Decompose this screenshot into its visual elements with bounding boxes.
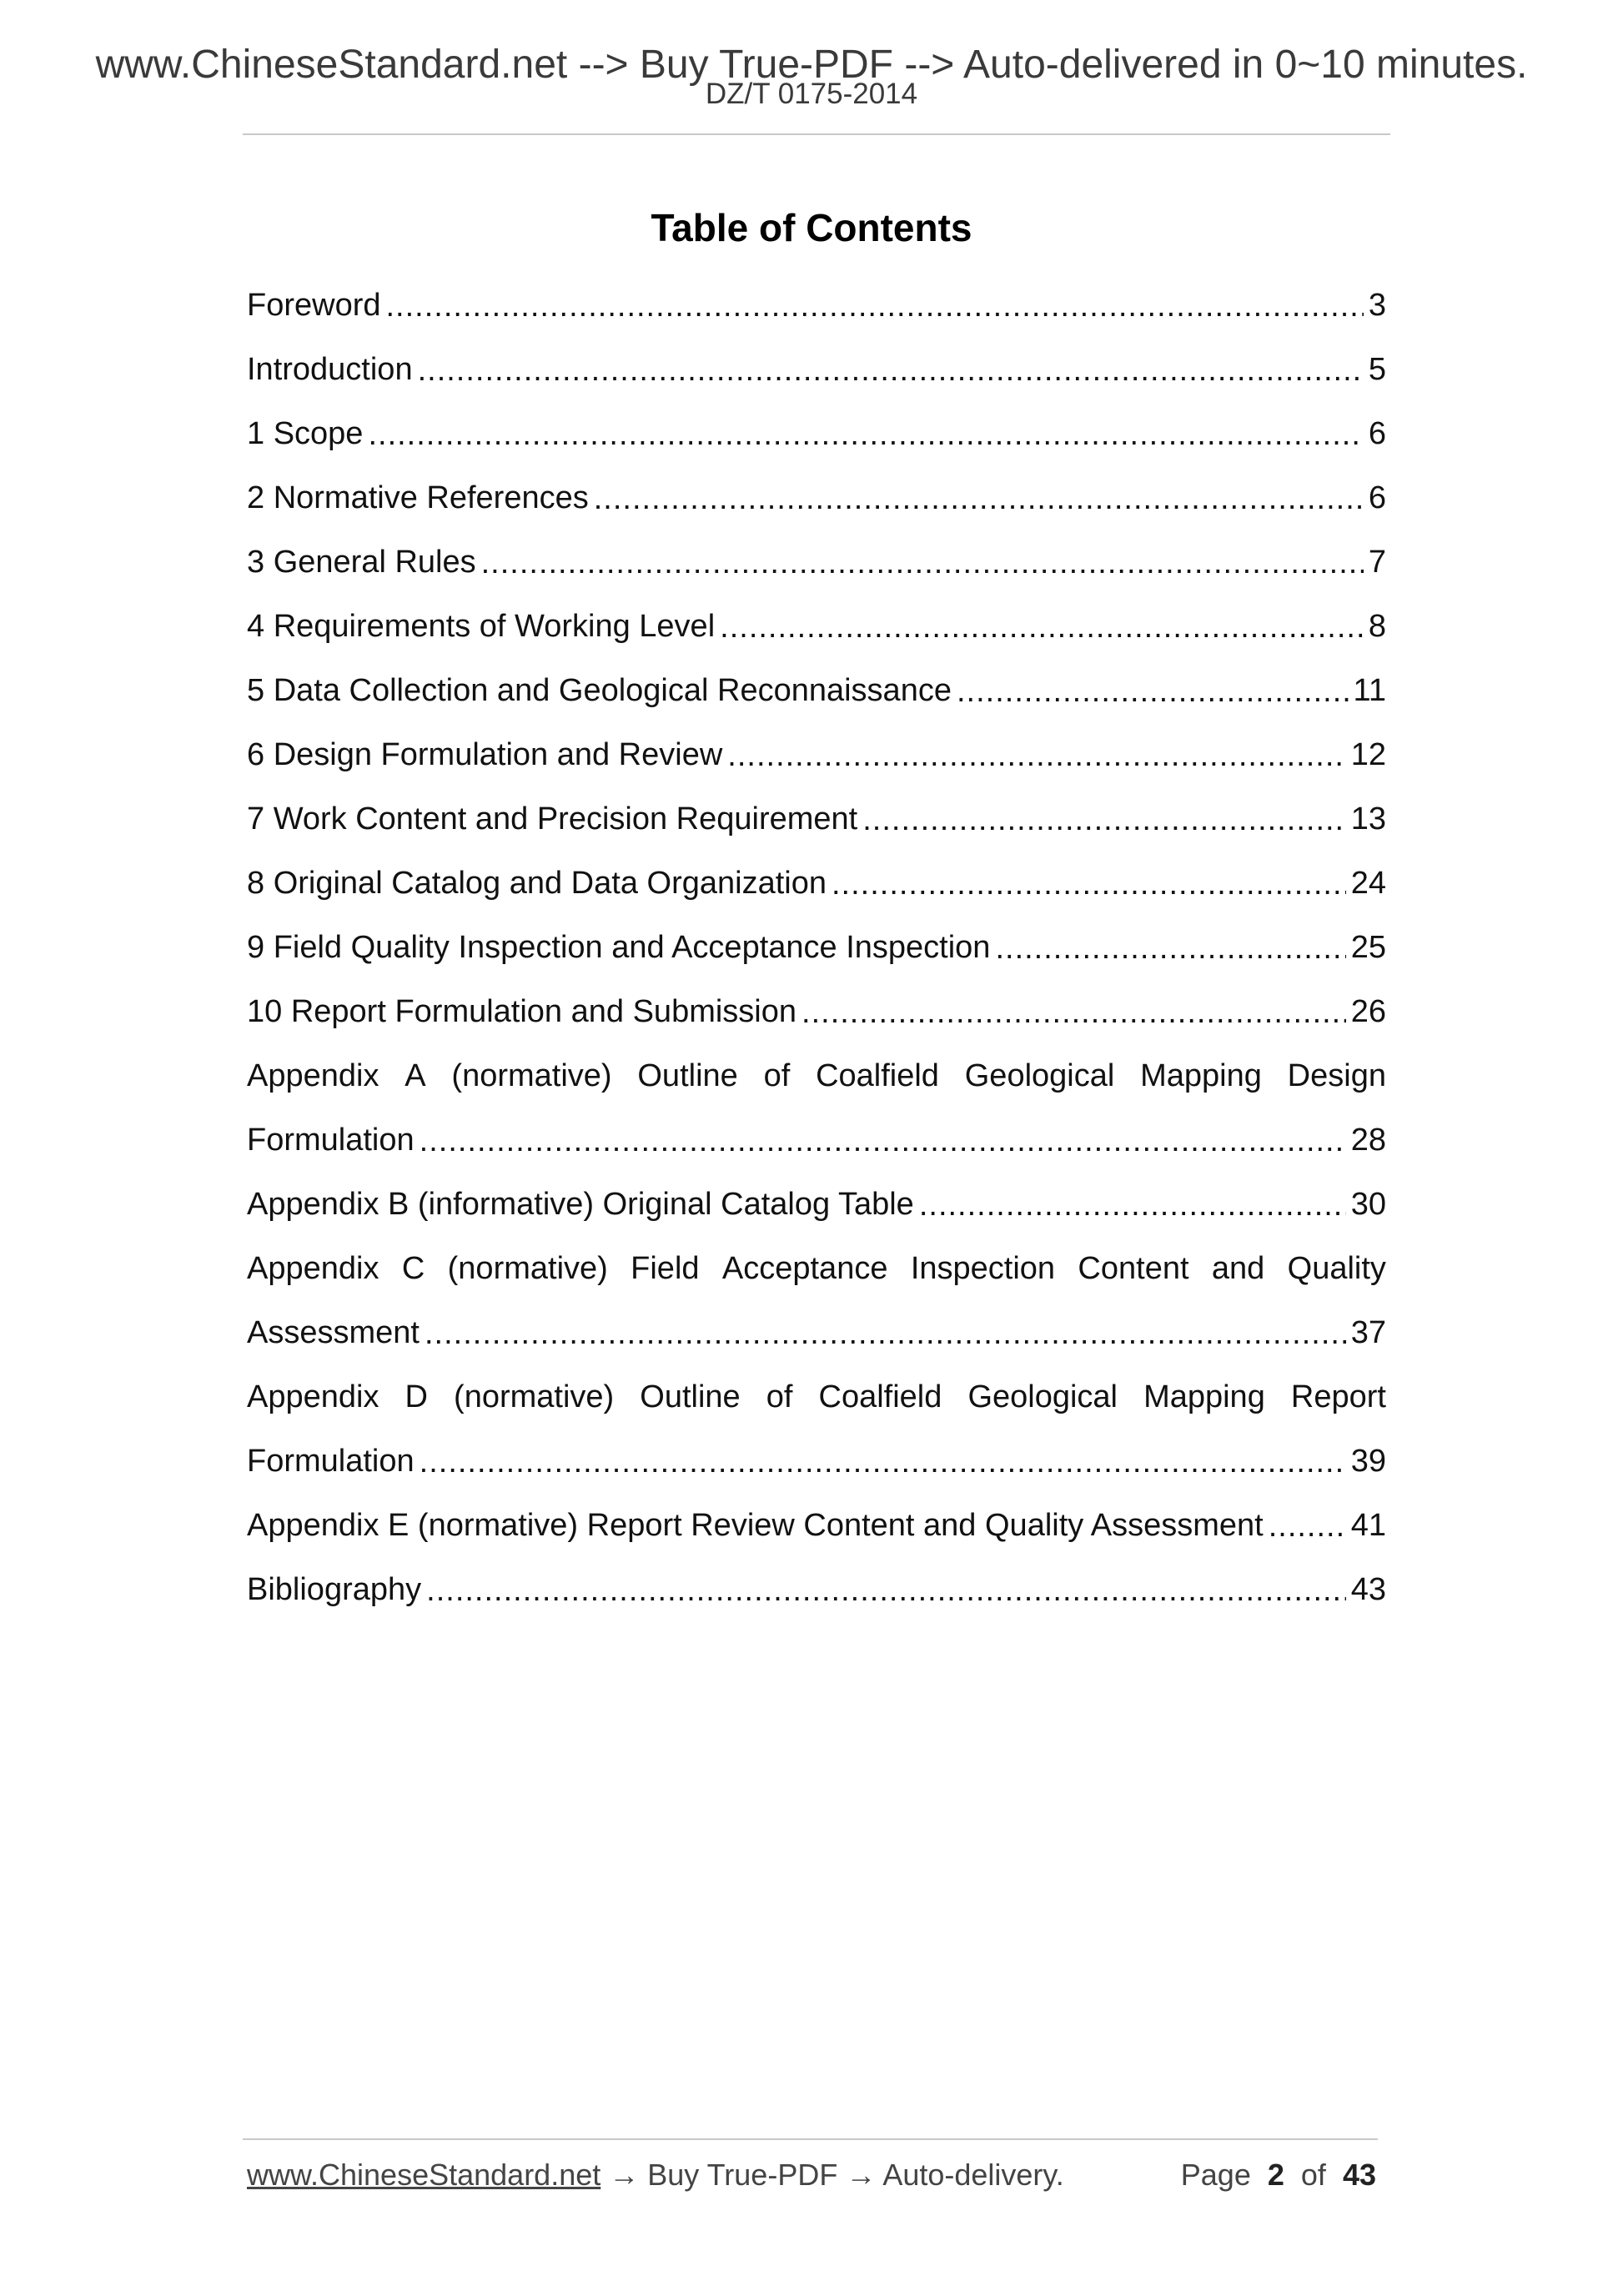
toc-entry-label: Assessment	[247, 1315, 420, 1350]
toc-entry-word: Quality	[1287, 1251, 1386, 1286]
toc-entry-label: Appendix E (normative) Report Review Content and Quality Assessment	[247, 1508, 1264, 1543]
toc-entry-label: 5 Data Collection and Geological Reconnaissance	[247, 673, 952, 708]
toc-entry-word: Mapping	[1143, 1379, 1265, 1414]
footer-tagline: → Buy True-PDF → Auto-delivery.	[600, 2158, 1064, 2192]
toc-entry-word: Inspection	[910, 1251, 1056, 1286]
toc-entry-label: 1 Scope	[247, 416, 364, 451]
toc-dot-leader	[420, 1444, 1346, 1480]
toc-entry-page: 13	[1350, 801, 1386, 837]
toc-dot-leader	[594, 480, 1364, 517]
toc-dot-leader	[420, 1123, 1346, 1159]
toc-entry-word: (normative)	[454, 1379, 615, 1414]
toc-entry-page: 6	[1368, 416, 1386, 451]
toc-entry-word: (normative)	[451, 1058, 612, 1093]
toc-entry-page: 30	[1350, 1187, 1386, 1222]
toc-entry-word: Outline	[637, 1058, 738, 1093]
toc-entry[interactable]	[247, 274, 1386, 338]
toc-entry-label: 9 Field Quality Inspection and Acceptance Inspection	[247, 930, 991, 965]
toc-entry-label: Introduction	[247, 352, 413, 387]
toc-entry-word: Acceptance	[721, 1251, 888, 1286]
toc-dot-leader	[425, 1315, 1346, 1352]
toc-entry-line1[interactable]	[247, 1365, 1386, 1429]
toc-entry-page: 7	[1368, 545, 1386, 580]
toc-title: Table of Contents	[651, 206, 972, 249]
toc-entry-label: 2 Normative References	[247, 480, 589, 515]
toc-entry-word: Mapping	[1140, 1058, 1262, 1093]
toc-dot-leader	[386, 288, 1364, 324]
toc-entry[interactable]	[247, 402, 1386, 466]
toc-entry-page: 37	[1350, 1315, 1386, 1350]
page-footer	[0, 2156, 1623, 2194]
toc-entry-page: 12	[1350, 737, 1386, 772]
toc-entry-label: Bibliography	[247, 1572, 422, 1607]
toc-entry[interactable]	[247, 852, 1386, 916]
toc-entry-word: A	[404, 1058, 426, 1093]
toc-entry[interactable]	[247, 1494, 1386, 1558]
toc-dot-leader	[995, 930, 1345, 967]
toc-entry-word: Geological	[967, 1379, 1118, 1414]
promo-banner: www.ChineseStandard.net --> Buy True-PDF --> Auto-delivered in 0~10 minutes.	[95, 43, 1528, 87]
toc-entry-word: Design	[1287, 1058, 1386, 1093]
toc-entry[interactable]	[247, 723, 1386, 787]
toc-dot-leader	[957, 673, 1349, 710]
toc-entry-label: 8 Original Catalog and Data Organization	[247, 866, 827, 901]
toc-entry-word: Appendix	[247, 1058, 379, 1093]
toc-entry-page: 39	[1350, 1444, 1386, 1479]
toc-dot-leader	[727, 737, 1345, 774]
footer-left	[247, 2156, 1064, 2194]
toc-entry[interactable]	[247, 530, 1386, 595]
footer-page-indicator	[1181, 2156, 1376, 2194]
toc-entry-label: 6 Design Formulation and Review	[247, 737, 723, 772]
toc-dot-leader	[481, 545, 1364, 581]
toc-entry[interactable]	[247, 595, 1386, 659]
toc-entry-word: Coalfield	[816, 1058, 939, 1093]
toc-entry[interactable]	[247, 1108, 1386, 1173]
toc-entry-label: Appendix B (informative) Original Catalog Table	[247, 1187, 914, 1222]
toc-entry-label: 10 Report Formulation and Submission	[247, 994, 797, 1029]
toc-entry-label: Foreword	[247, 288, 381, 323]
toc-dot-leader	[720, 609, 1364, 646]
toc-entry-word: Field	[631, 1251, 700, 1286]
toc-entry-label: 4 Requirements of Working Level	[247, 609, 716, 644]
toc-entry-word: Geological	[964, 1058, 1115, 1093]
toc-entry-word: Appendix	[247, 1379, 379, 1414]
table-of-contents	[247, 274, 1386, 1622]
toc-entry[interactable]	[247, 1301, 1386, 1365]
toc-dot-leader	[426, 1572, 1346, 1609]
toc-entry-word: Outline	[640, 1379, 741, 1414]
current-page-number: 2	[1267, 2158, 1284, 2192]
toc-entry-word: Appendix	[247, 1251, 379, 1286]
toc-entry-word: Coalfield	[818, 1379, 942, 1414]
toc-entry-word: C	[401, 1251, 425, 1286]
toc-entry[interactable]	[247, 338, 1386, 402]
toc-entry[interactable]	[247, 659, 1386, 723]
page-word: Page	[1180, 2158, 1251, 2192]
footer-divider	[243, 2138, 1378, 2140]
toc-dot-leader	[862, 801, 1345, 838]
toc-dot-leader	[919, 1187, 1346, 1223]
toc-entry-page: 25	[1350, 930, 1386, 965]
toc-entry-page: 41	[1350, 1508, 1386, 1543]
of-word: of	[1300, 2158, 1326, 2192]
document-id: DZ/T 0175-2014	[705, 78, 918, 110]
toc-entry[interactable]	[247, 466, 1386, 530]
toc-entry-word: (normative)	[447, 1251, 608, 1286]
toc-dot-leader	[418, 352, 1364, 389]
toc-entry-page: 8	[1368, 609, 1386, 644]
toc-dot-leader	[832, 866, 1346, 902]
toc-entry-page: 3	[1368, 288, 1386, 323]
toc-entry-word: D	[404, 1379, 428, 1414]
toc-entry[interactable]	[247, 1429, 1386, 1494]
toc-entry-page: 5	[1368, 352, 1386, 387]
toc-entry-label: Formulation	[247, 1444, 415, 1479]
toc-entry[interactable]	[247, 1558, 1386, 1622]
toc-entry-page: 26	[1350, 994, 1386, 1029]
toc-entry-page: 11	[1353, 673, 1386, 708]
toc-entry-page: 24	[1350, 866, 1386, 901]
toc-entry-word: of	[766, 1379, 793, 1414]
toc-entry[interactable]	[247, 787, 1386, 852]
toc-dot-leader	[1269, 1508, 1346, 1545]
toc-dot-leader	[368, 416, 1363, 453]
toc-entry[interactable]	[247, 980, 1386, 1044]
toc-entry-word: and	[1211, 1251, 1265, 1286]
toc-entry-word: of	[763, 1058, 791, 1093]
toc-entry-label: 3 General Rules	[247, 545, 476, 580]
toc-entry-word: Report	[1290, 1379, 1386, 1414]
toc-entry[interactable]	[247, 916, 1386, 980]
toc-entry[interactable]	[247, 1173, 1386, 1237]
toc-entry-word: Content	[1078, 1251, 1189, 1286]
toc-entry-label: 7 Work Content and Precision Requirement	[247, 801, 858, 837]
toc-entry-label: Formulation	[247, 1123, 415, 1158]
footer-website-link[interactable]: www.ChineseStandard.net	[247, 2158, 601, 2192]
toc-entry-page: 43	[1350, 1572, 1386, 1607]
toc-dot-leader	[801, 994, 1346, 1031]
toc-entry-page: 6	[1368, 480, 1386, 515]
toc-entry-page: 28	[1350, 1123, 1386, 1158]
total-pages: 43	[1342, 2158, 1376, 2192]
header-divider	[243, 133, 1390, 135]
toc-entry-line1[interactable]	[247, 1044, 1386, 1108]
toc-entry-line1[interactable]	[247, 1237, 1386, 1301]
